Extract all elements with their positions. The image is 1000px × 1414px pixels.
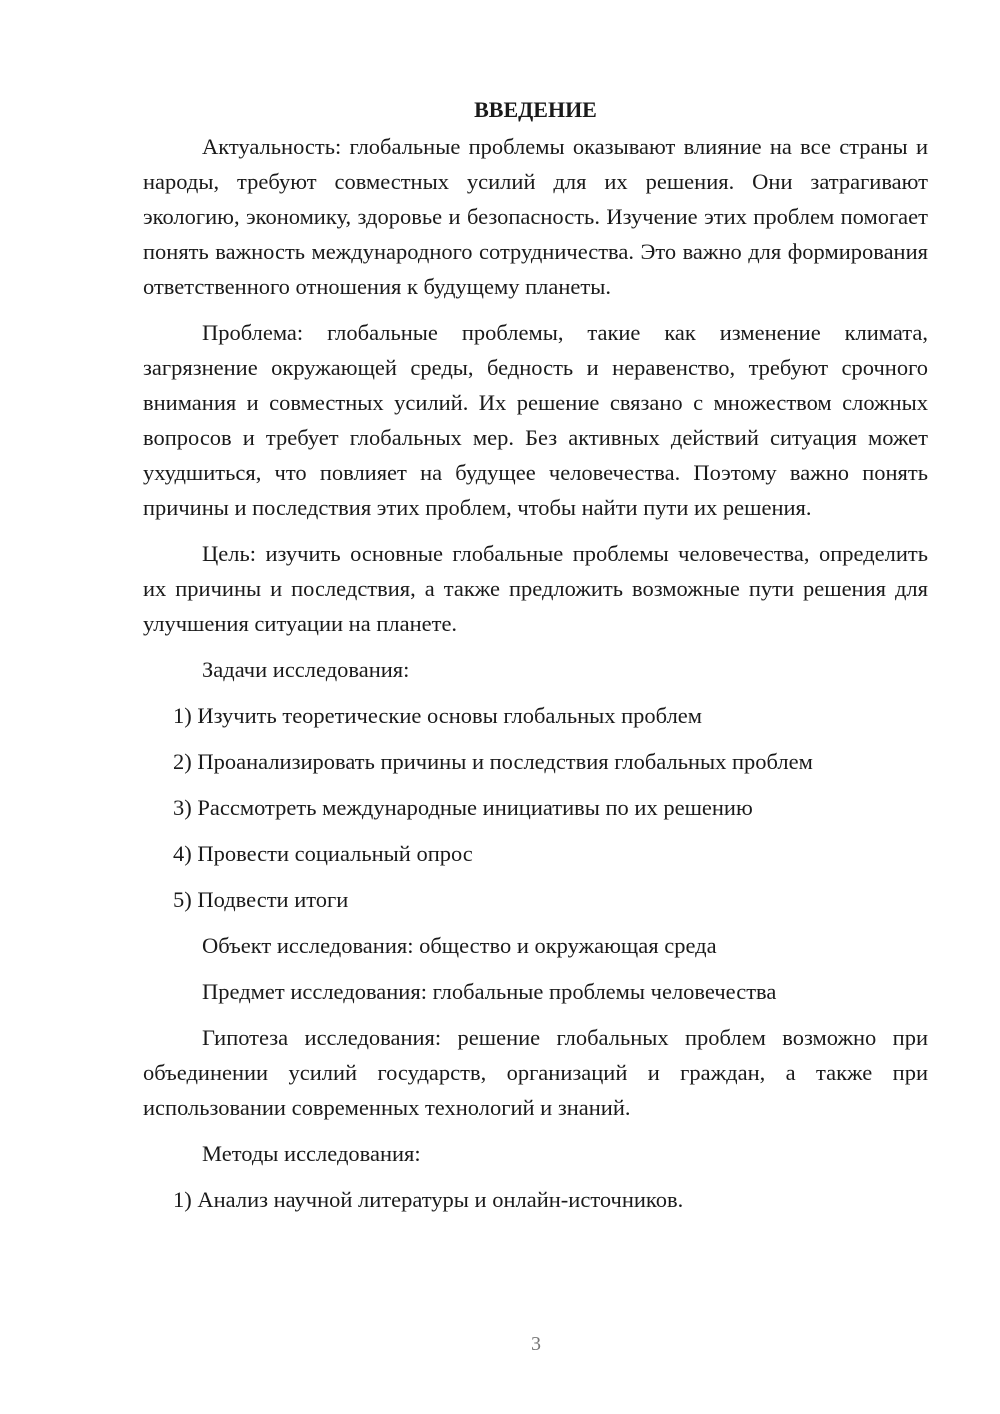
methods-label: Методы исследования: [202,1141,421,1166]
page-number: 3 [531,1333,541,1355]
goal-paragraph: Цель: изучить основные глобальные проблемы человечества, определить их причины и последствия, а также предложить возможные пути решения для улучшения ситуации на планете. [143,541,928,636]
relevance-paragraph: Актуальность: глобальные проблемы оказывают влияние на все страны и народы, требуют совместных усилий для их решения. Они затрагивают экологию, экономику, здоровье и безопасность. Изучение этих проблем помогает понять важность международного сотрудничества. Это важно для формирования ответственного отношения к будущему планеты. [143,134,928,299]
problem-paragraph: Проблема: глобальные проблемы, такие как изменение климата, загрязнение окружающей среды, бедность и неравенство, требуют срочного внимания и совместных усилий. Их решение связано с множеством сложных вопросов и требует глобальных мер. Без активных действий ситуация может ухудшиться, что повлияет на будущее человечества. Поэтому важно понять причины и последствия этих проблем, чтобы найти пути их решения. [143,320,928,520]
section-heading: ВВЕДЕНИЕ [474,97,597,122]
task-item-1: 1) Изучить теоретические основы глобальных проблем [173,703,703,728]
page-content [143,92,928,1228]
method-item-1: 1) Анализ научной литературы и онлайн-источников. [173,1187,684,1212]
hypothesis-paragraph: Гипотеза исследования: решение глобальных проблем возможно при объединении усилий государств, организаций и граждан, а также при использовании современных технологий и знаний. [143,1025,928,1120]
tasks-label: Задачи исследования: [202,657,410,682]
task-item-5: 5) Подвести итоги [173,887,349,912]
task-item-2: 2) Проанализировать причины и последствия глобальных проблем [173,749,813,774]
task-item-4: 4) Провести социальный опрос [173,841,473,866]
object-line: Объект исследования: общество и окружающая среда [202,933,717,958]
task-item-3: 3) Рассмотреть международные инициативы по их решению [173,795,753,820]
subject-line: Предмет исследования: глобальные проблемы человечества [202,979,777,1004]
